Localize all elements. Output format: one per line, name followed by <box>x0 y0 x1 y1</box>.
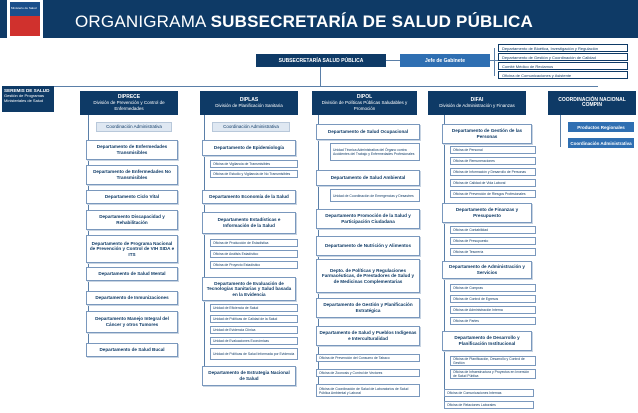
page-title: ORGANIGRAMA SUBSECRETARÍA DE SALUD PÚBLICA <box>75 12 533 31</box>
dept-box: Departamento de Inmunizaciones <box>86 291 178 305</box>
connector <box>386 60 400 61</box>
dept-box: Departamento Ciclo Vital <box>86 190 178 204</box>
dept-box: Departamento Economía de la Salud <box>202 190 296 204</box>
diprece-coordination: Coordinación Administrativa <box>96 122 172 132</box>
unit-box: Oficina de Contabilidad <box>450 226 536 234</box>
dept-box: Departamento de Epidemiología <box>202 140 296 156</box>
staff-unit: Oficina de Comunicaciones y Asistente <box>498 71 628 79</box>
unit-box: Oficina de Tesorería <box>450 248 536 256</box>
connector <box>560 115 561 147</box>
subsecretaria-box: SUBSECRETARÍA SALUD PÚBLICA <box>256 54 386 67</box>
unit-box: Oficina de Información y Desarrollo de Personas <box>450 168 536 176</box>
unit-box: Oficina de Presupuesto <box>450 237 536 245</box>
office-box: Oficina de Zoonosis y Control de Vectores <box>316 369 420 377</box>
unit-box: Oficina de Estudio y Vigilancia de No Transmisibles <box>210 170 298 178</box>
dept-box: Departamento de Enfermedades Transmisibles <box>86 140 178 160</box>
connector <box>28 86 598 87</box>
unit-box: Unidad de Políticas de Salud Informada por Evidencia <box>210 348 298 360</box>
dept-box: Departamento Promoción de la Salud y Participación Ciudadana <box>316 209 420 229</box>
unit-box: Unidad de Coordinación de Emergencias y Desastres <box>330 189 420 202</box>
unit-box: Unidad de Políticas de Calidad de la Salud <box>210 315 298 323</box>
dept-box: Departamento de Enfermedades No Transmisibles <box>86 165 178 185</box>
dept-box: Departamento de Gestión y Planificación Estratégica <box>316 298 420 318</box>
dept-box: Departamento de Programa Nacional de Prevención y Control de VIH SIDA e ITS <box>86 235 178 263</box>
header-bar <box>0 0 638 38</box>
division-dipol: DIPOL División de Políticas Públicas Saludables y Promoción <box>312 91 417 115</box>
dept-box: Departamento Manejo Integral del Cáncer y otros Tumores <box>86 311 178 333</box>
dept-box: Depto. de Políticas y Regulaciones Farmacéuticas, de Prestadores de Salud y de Medicinas Complementarias <box>316 259 420 293</box>
connector <box>320 67 321 87</box>
unit-box: Oficina de Personal <box>450 146 536 154</box>
dept-box: Departamento de Salud Bucal <box>86 343 178 357</box>
dept-box: Departamento de Salud Ambiental <box>316 170 420 186</box>
dept-box: Departamento de Evaluación de Tecnologías Sanitarias y Salud basada en la Evidencia <box>202 277 296 301</box>
unit-box: Unidad de Evaluaciones Económicas <box>210 337 298 345</box>
unit-box: Oficina de Vigilancia de Transmisibles <box>210 160 298 168</box>
office-box: Oficina de Prevención del Consumo de Tabaco <box>316 354 420 362</box>
diplas-coordination: Coordinación Administrativa <box>212 122 290 132</box>
jefe-gabinete-box: Jefe de Gabinete <box>400 54 490 67</box>
unit-box: Oficina de Administración Interna <box>450 306 536 314</box>
connector <box>444 115 445 405</box>
dept-box: Departamento de Gestión de las Personas <box>442 124 532 144</box>
unit-box: Oficina de Remuneraciones <box>450 157 536 165</box>
compin-item: Coordinación Administrativa <box>568 138 634 148</box>
unit-box: Oficina de Control de Egresos <box>450 295 536 303</box>
division-diplas: DIPLAS División de Planificación Sanitaria <box>200 91 298 115</box>
office-box: Oficina de Relaciones Laborales <box>444 401 534 409</box>
office-box: Oficina de Coordinación de Salud de Laboratorios de Salud Pública Ambiental y Laboral <box>316 384 420 397</box>
unit-box: Unidad de Eficiencia de Salud <box>210 304 298 312</box>
dept-box: Departamento Estadísticas e Información de la Salud <box>202 212 296 234</box>
dept-box: Departamento de Salud Ocupacional <box>316 124 420 140</box>
dept-box: Departamento de Nutrición y Alimentos <box>316 236 420 256</box>
unit-box: Oficina de Prevención de Riesgos Profesionales <box>450 190 536 198</box>
office-box: Oficina de Comunicaciones Internas <box>444 389 534 397</box>
compin-item: Productos Regionales <box>568 122 634 132</box>
unit-box: Oficina de Partes <box>450 317 536 325</box>
dept-box: Departamento de Estrategia Nacional de Salud <box>202 366 296 386</box>
ministry-logo: Ministerio de Salud <box>7 0 43 38</box>
unit-box: Oficina de Compras <box>450 284 536 292</box>
dept-box: Departamento Discapacidad y Rehabilitación <box>86 210 178 230</box>
staff-unit: Comité Médico de Reclamos <box>498 62 628 70</box>
dept-box: Departamento de Desarrollo y Planificación Institucional <box>442 331 532 351</box>
unit-box: Oficina de Producción de Estadística <box>210 239 298 247</box>
seremi-box: SEREMIS DE SALUD Gestión de Programas Ministeriales de Salud <box>2 86 54 112</box>
staff-unit: Departamento de Gestión y Coordinación de Calidad <box>498 53 628 61</box>
division-diprece: DIPRECE División de Prevención y Control de Enfermedades <box>80 91 178 115</box>
dept-box: Departamento de Salud Mental <box>86 267 178 281</box>
unit-box: Oficina de Análisis Estadístico <box>210 250 298 258</box>
connector <box>494 48 495 76</box>
unit-box: Oficina de Calidad de Vida Laboral <box>450 179 536 187</box>
staff-unit: Departamento de Bioética, Investigación y Regulación <box>498 44 628 52</box>
dept-box: Departamento de Salud y Pueblos Indígenas e Interculturalidad <box>316 326 420 346</box>
unit-box: Unidad de Evidencia Clínica <box>210 326 298 334</box>
unit-box: Oficina de Infraestructura y Proyectos en Inversión de Salud Pública <box>450 369 536 379</box>
unit-box: Oficina de Proyecto Estadístico <box>210 261 298 269</box>
dept-box: Departamento de Administración y Servicios <box>442 261 532 279</box>
division-difai: DIFAI División de Administración y Finanzas <box>428 91 526 115</box>
unit-box: Oficina de Planificación, Desarrollo y Control de Gestión <box>450 356 536 366</box>
division-compin: COORDINACIÓN NACIONAL COMPIN <box>548 91 636 115</box>
unit-box: Unidad Técnica Administrativa del Órgano contra Accidentes del Trabajo y Enfermedades Profesionales <box>330 143 420 161</box>
dept-box: Departamento de Finanzas y Presupuesto <box>442 203 532 223</box>
